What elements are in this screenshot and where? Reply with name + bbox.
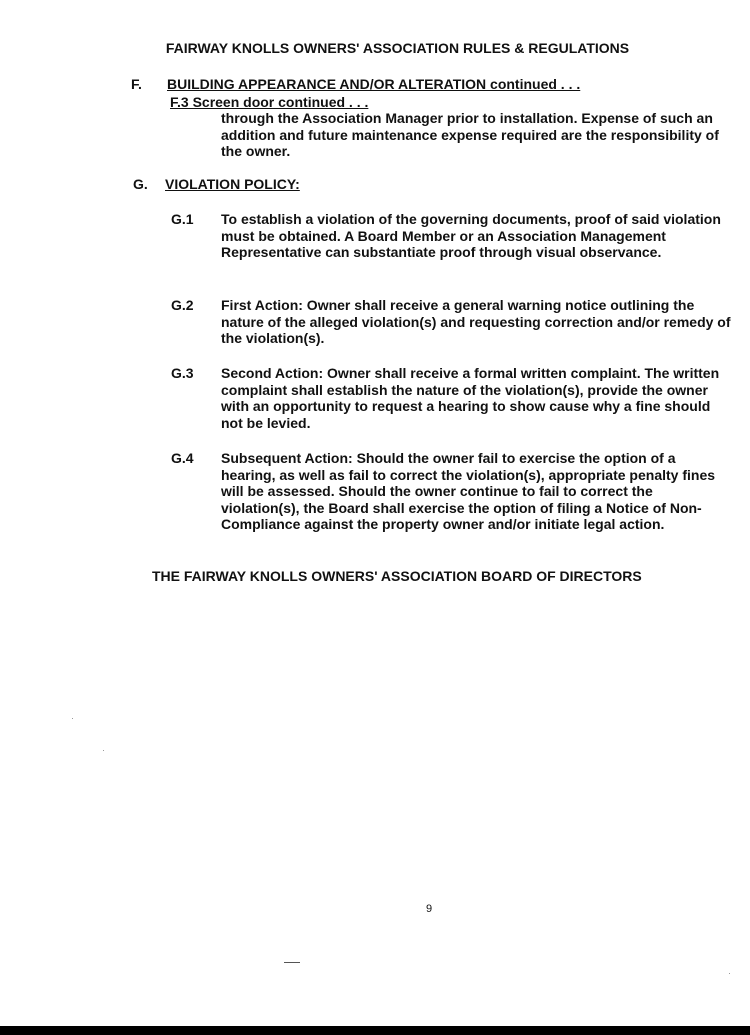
section-f-letter: F.: [131, 76, 142, 92]
document-title: FAIRWAY KNOLLS OWNERS' ASSOCIATION RULES & REGULATIONS: [165, 40, 630, 56]
scan-speck: [103, 750, 104, 751]
subsection-f3-heading: F.3 Screen door continued . . .: [170, 94, 369, 110]
page-number: 9: [426, 903, 433, 915]
item-text: First Action: Owner shall receive a general warning notice outlining the nature of the alleged violation(s) and requesting correction and/or remedy of the violation(s).: [221, 297, 731, 346]
item-text: Second Action: Owner shall receive a formal written complaint. The written complaint shall establish the nature of the violation(s), provide the owner with an opportunity to request a hearing to show cause why a fine should not be levied.: [221, 365, 720, 431]
scan-bottom-edge: [0, 1026, 750, 1035]
section-g-heading: [133, 176, 300, 193]
section-g-letter: G.: [133, 176, 148, 192]
section-f-heading: [131, 76, 580, 93]
document-footer: THE FAIRWAY KNOLLS OWNERS' ASSOCIATION BOARD OF DIRECTORS: [152, 568, 642, 584]
item-number: G.1: [171, 211, 194, 227]
item-text: To establish a violation of the governing documents, proof of said violation must be obtained. A Board Member or an Association Management Representative can substantiate proof through visual observance.: [221, 211, 721, 260]
scan-speck: [729, 973, 730, 974]
item-number: G.3: [171, 365, 194, 381]
item-text: Subsequent Action: Should the owner fail to exercise the option of a hearing, as well as fail to correct the violation(s), appropriate penalty fines will be assessed. Should the owner continue to fail to correct the violation(s), the Board shall exercise the option of filing a Notice of Non-Compliance against the property owner and/or initiate legal action.: [221, 450, 716, 532]
section-g-title: VIOLATION POLICY:: [165, 176, 300, 192]
item-number: G.4: [171, 450, 194, 466]
item-number: G.2: [171, 297, 194, 313]
subsection-f3-text: through the Association Manager prior to installation. Expense of such an addition and future maintenance expense required are the responsibility of the owner.: [221, 110, 719, 159]
section-f-title: BUILDING APPEARANCE AND/OR ALTERATION continued . . .: [167, 76, 581, 92]
scan-speck: [72, 718, 73, 719]
scan-mark: [284, 962, 300, 963]
